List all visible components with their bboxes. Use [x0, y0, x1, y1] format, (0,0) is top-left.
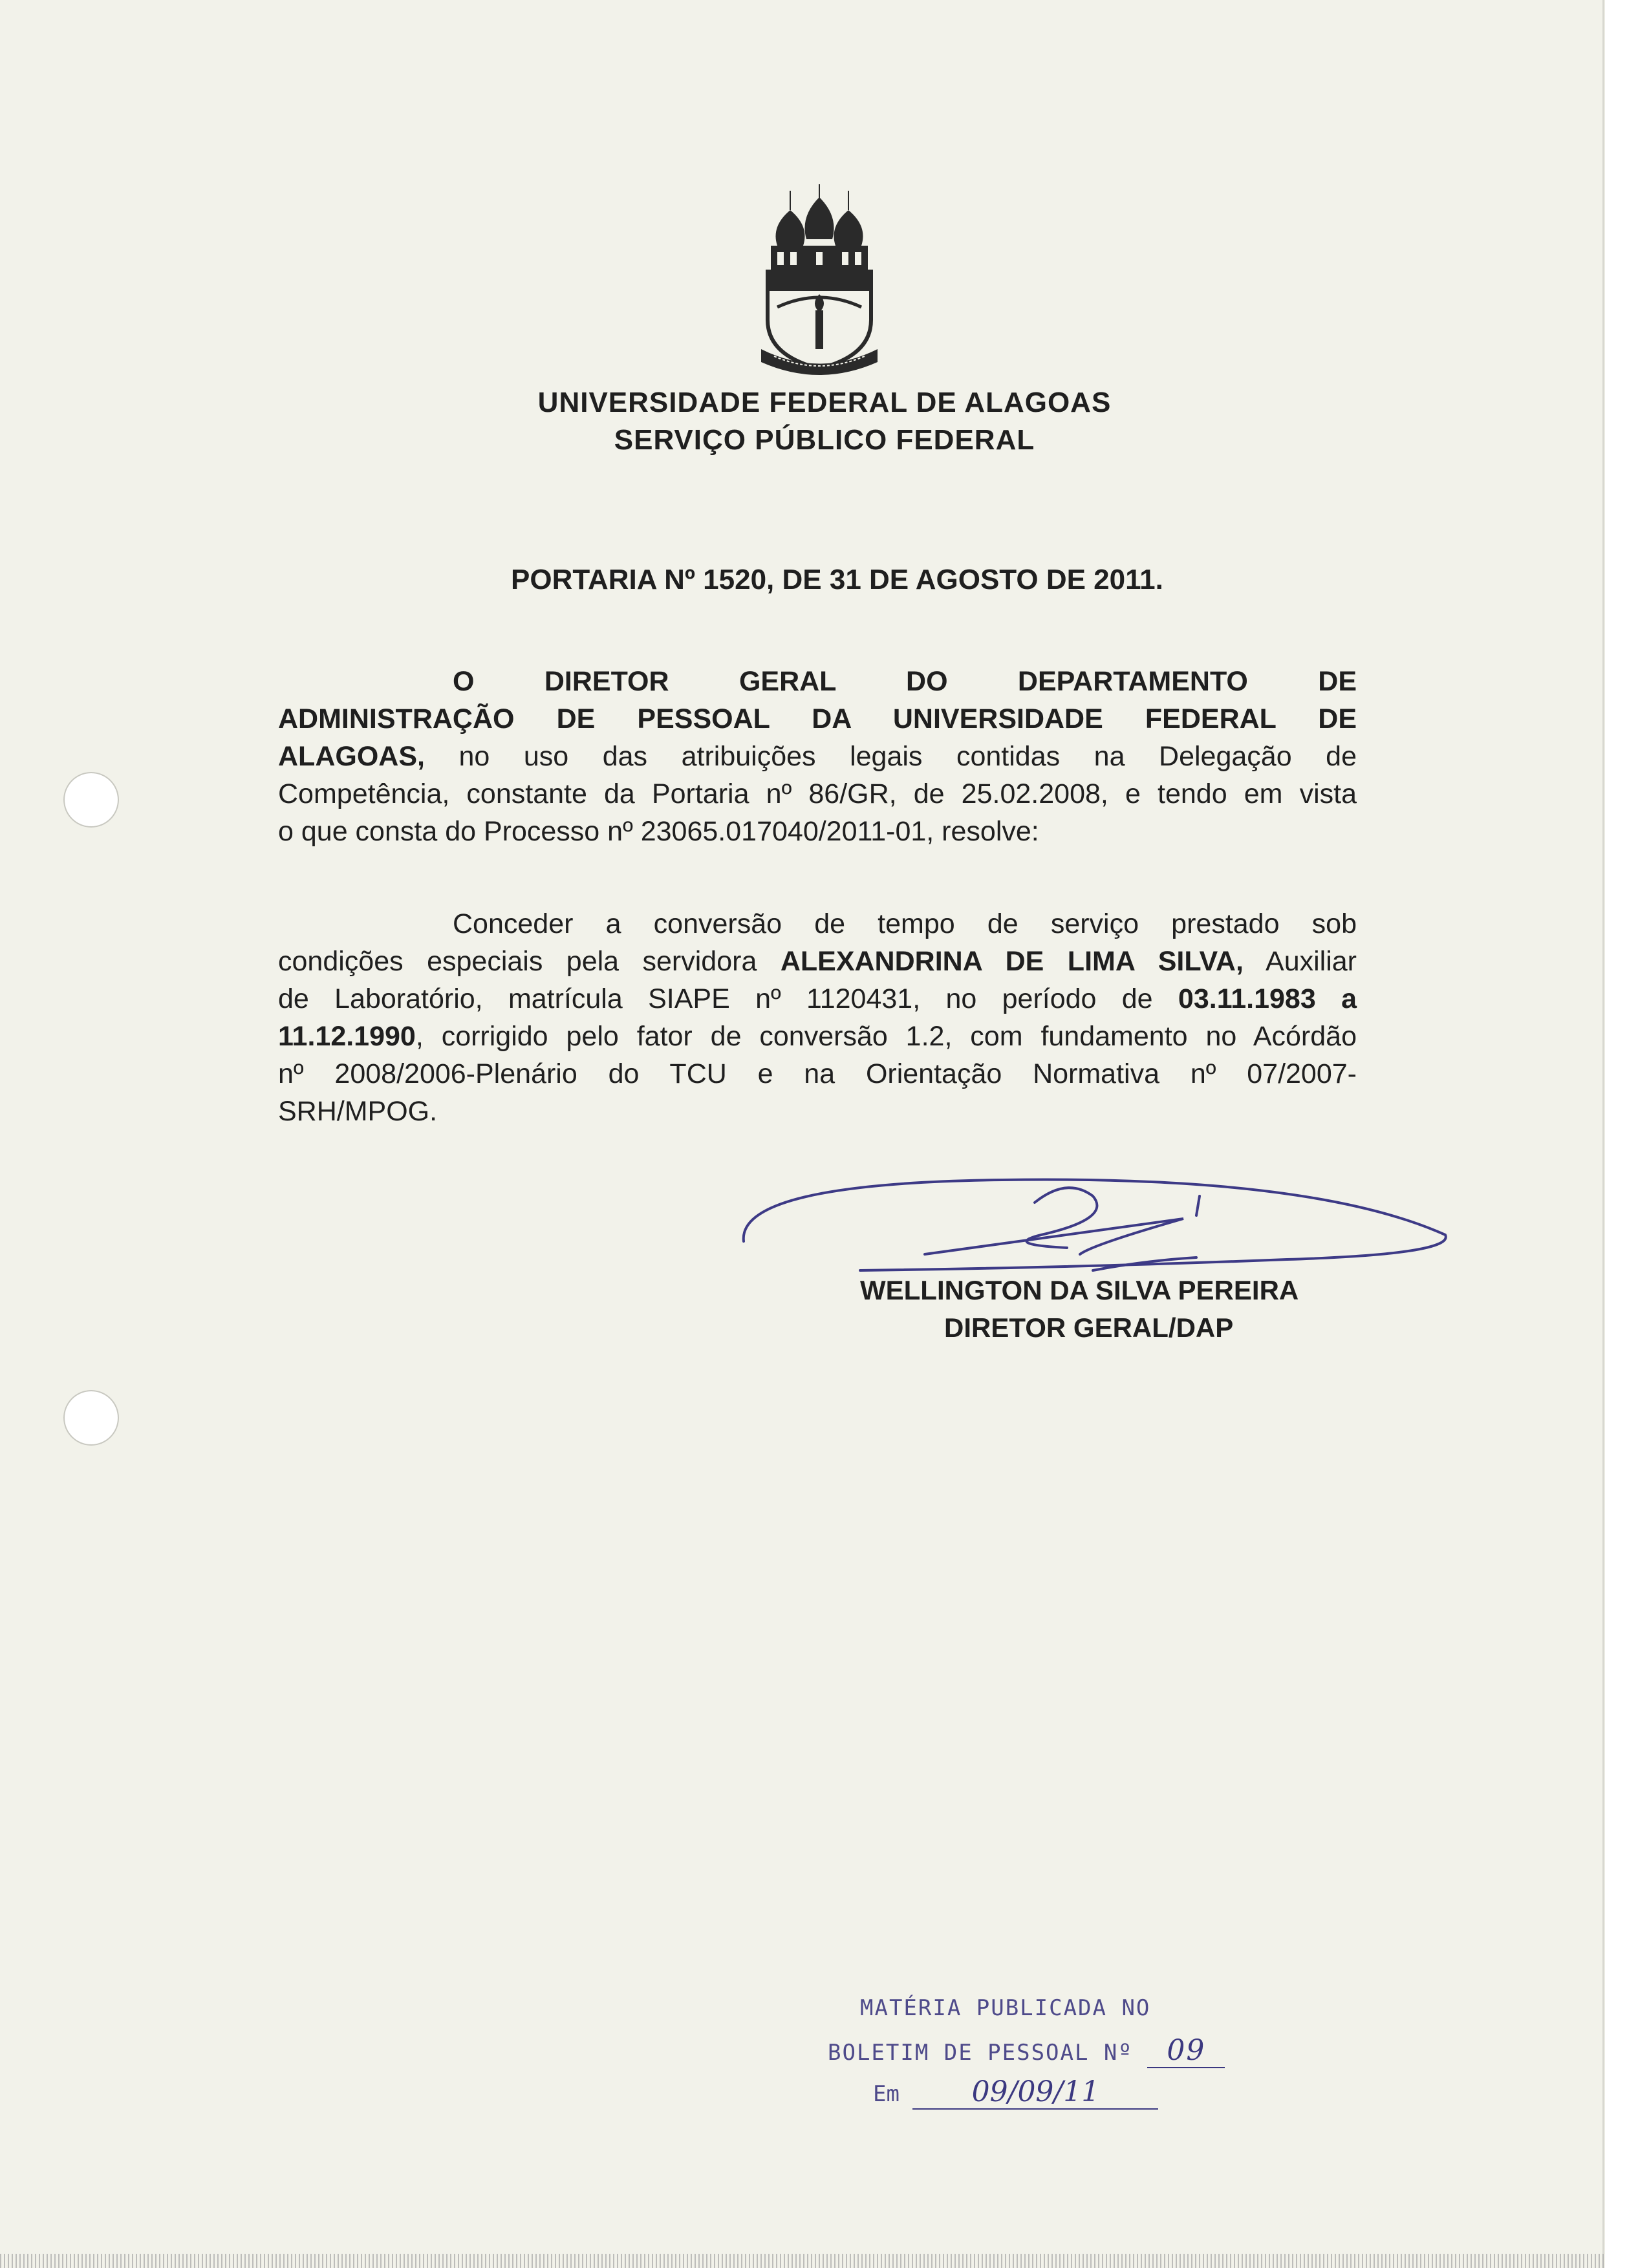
body-line: SRH/MPOG.	[278, 1096, 438, 1127]
signatory-role: DIRETOR GERAL/DAP	[944, 1312, 1234, 1343]
publication-stamp	[828, 1991, 1229, 2108]
preamble-line: Competência, constante da Portaria nº 86/GR, de 25.02.2008, e tendo em vista	[278, 778, 1357, 809]
preamble-line: ALAGOAS, no uso das atribuições legais contidas na Delegação de	[278, 741, 1357, 772]
handwritten-signature	[731, 1157, 1461, 1287]
body-line: nº 2008/2006-Plenário do TCU e na Orientação Normativa nº 07/2007-	[278, 1058, 1357, 1089]
body-line: Conceder a conversão de tempo de serviço prestado sob	[453, 908, 1357, 939]
body-line: condições especiais pela servidora ALEXANDRINA DE LIMA SILVA, Auxiliar	[278, 946, 1357, 977]
preamble-line: O DIRETOR GERAL DO DEPARTAMENTO DE	[453, 666, 1357, 697]
punch-hole	[63, 772, 119, 828]
signatory-name: WELLINGTON DA SILVA PEREIRA	[860, 1275, 1299, 1305]
stamp-number: 09	[1147, 2034, 1225, 2068]
body-line: 11.12.1990, corrigido pelo fator de conversão 1.2, com fundamento no Acórdão	[278, 1021, 1357, 1052]
stamp-date: 09/09/11	[912, 2075, 1158, 2110]
stamp-line: BOLETIM DE PESSOAL Nº 09	[828, 2034, 1225, 2068]
punch-hole	[63, 1390, 119, 1446]
stamp-line: Em 09/09/11	[873, 2075, 1158, 2110]
body-line: de Laboratório, matrícula SIAPE nº 1120431, no período de 03.11.1983 a	[278, 983, 1357, 1014]
preamble-line: ADMINISTRAÇÃO DE PESSOAL DA UNIVERSIDADE FEDERAL DE	[278, 703, 1357, 734]
body-paragraph	[278, 905, 1357, 1130]
employee-name: ALEXANDRINA DE LIMA SILVA,	[780, 946, 1244, 977]
university-crest-icon	[758, 184, 881, 378]
scan-bottom-noise	[0, 2254, 1605, 2268]
service-name: SERVIÇO PÚBLICO FEDERAL	[614, 424, 1035, 456]
scan-margin	[1605, 0, 1649, 2268]
page-title: PORTARIA Nº 1520, DE 31 DE AGOSTO DE 2011.	[511, 564, 1163, 595]
preamble-line: o que consta do Processo nº 23065.017040/2011-01, resolve:	[278, 816, 1039, 847]
institution-name: UNIVERSIDADE FEDERAL DE ALAGOAS	[537, 387, 1112, 418]
preamble-paragraph	[278, 663, 1357, 850]
stamp-line: MATÉRIA PUBLICADA NO	[860, 1995, 1151, 2021]
scan-edge-line	[1602, 0, 1604, 2268]
